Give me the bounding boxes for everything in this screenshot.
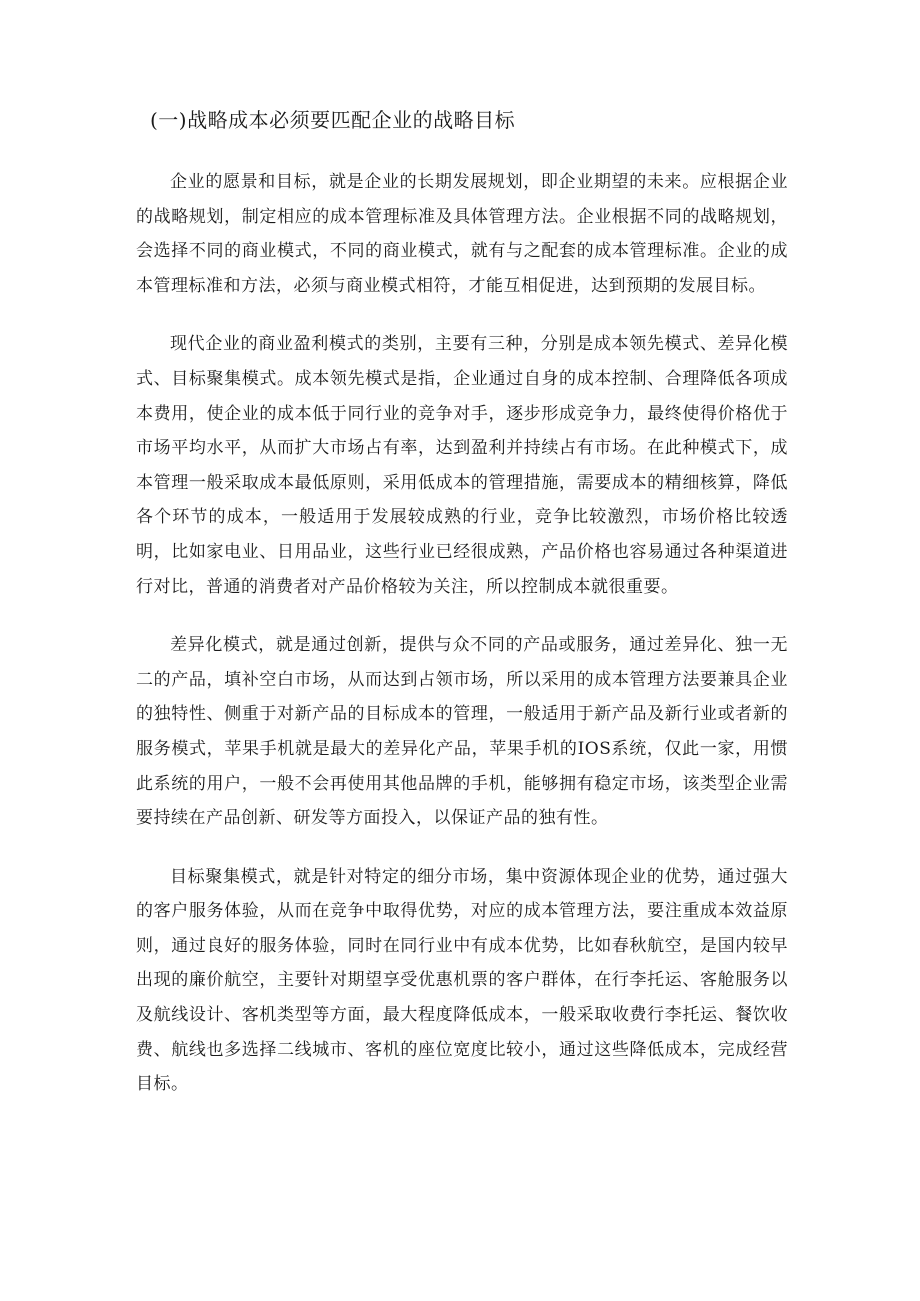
document-body [136,165,788,1126]
paragraph-strategy-goals: 企业的愿景和目标，就是企业的长期发展规划，即企业期望的未来。应根据企业的战略规划，制定相应的成本管理标准及具体管理方法。企业根据不同的战略规划，会选择不同的商业模式，不同的商业模式，就有与之配套的成本管理标准。企业的成本管理标准和方法，必须与商业模式相符，才能互相促进，达到预期的发展目标。 [136,172,788,296]
paragraph-differentiation: 差异化模式，就是通过创新，提供与众不同的产品或服务，通过差异化、独一无二的产品，填补空白市场，从而达到占领市场，所以采用的成本管理方法要兼具企业的独特性、侧重于对新产品的目标成本的管理，一般适用于新产品及新行业或者新的服务模式，苹果手机就是最大的差异化产品，苹果手机的IOS系统，仅此一家，用惯此系统的用户，一般不会再使用其他品牌的手机，能够拥有稳定市场，该类型企业需要持续在产品创新、研发等方面投入，以保证产品的独有性。 [136,635,788,829]
paragraph-focus-strategy: 目标聚集模式，就是针对特定的细分市场，集中资源体现企业的优势，通过强大的客户服务体验，从而在竞争中取得优势，对应的成本管理方法，要注重成本效益原则，通过良好的服务体验，同时在同行业中有成本优势，比如春秋航空，是国内较早出现的廉价航空，主要针对期望享受优惠机票的客户群体，在行李托运、客舱服务以及航线设计、客机类型等方面，最大程度降低成本，一般采取收费行李托运、餐饮收费、航线也多选择二线城市、客机的座位宽度比较小，通过这些降低成本，完成经营目标。 [136,866,788,1095]
paragraph-cost-leadership: 现代企业的商业盈利模式的类别，主要有三种，分别是成本领先模式、差异化模式、目标聚集模式。成本领先模式是指，企业通过自身的成本控制、合理降低各项成本费用，使企业的成本低于同行业的竞争对手，逐步形成竞争力，最终使得价格优于市场平均水平，从而扩大市场占有率，达到盈利并持续占有市场。在此种模式下，成本管理一般采取成本最低原则，采用低成本的管理措施，需要成本的精细核算，降低各个环节的成本，一般适用于发展较成熟的行业，竞争比较激烈，市场价格比较透明，比如家电业、日用品业，这些行业已经很成熟，产品价格也容易通过各种渠道进行对比，普通的消费者对产品价格较为关注，所以控制成本就很重要。 [136,334,788,597]
section-heading: (一)战略成本必须要匹配企业的战略目标 [150,108,516,132]
